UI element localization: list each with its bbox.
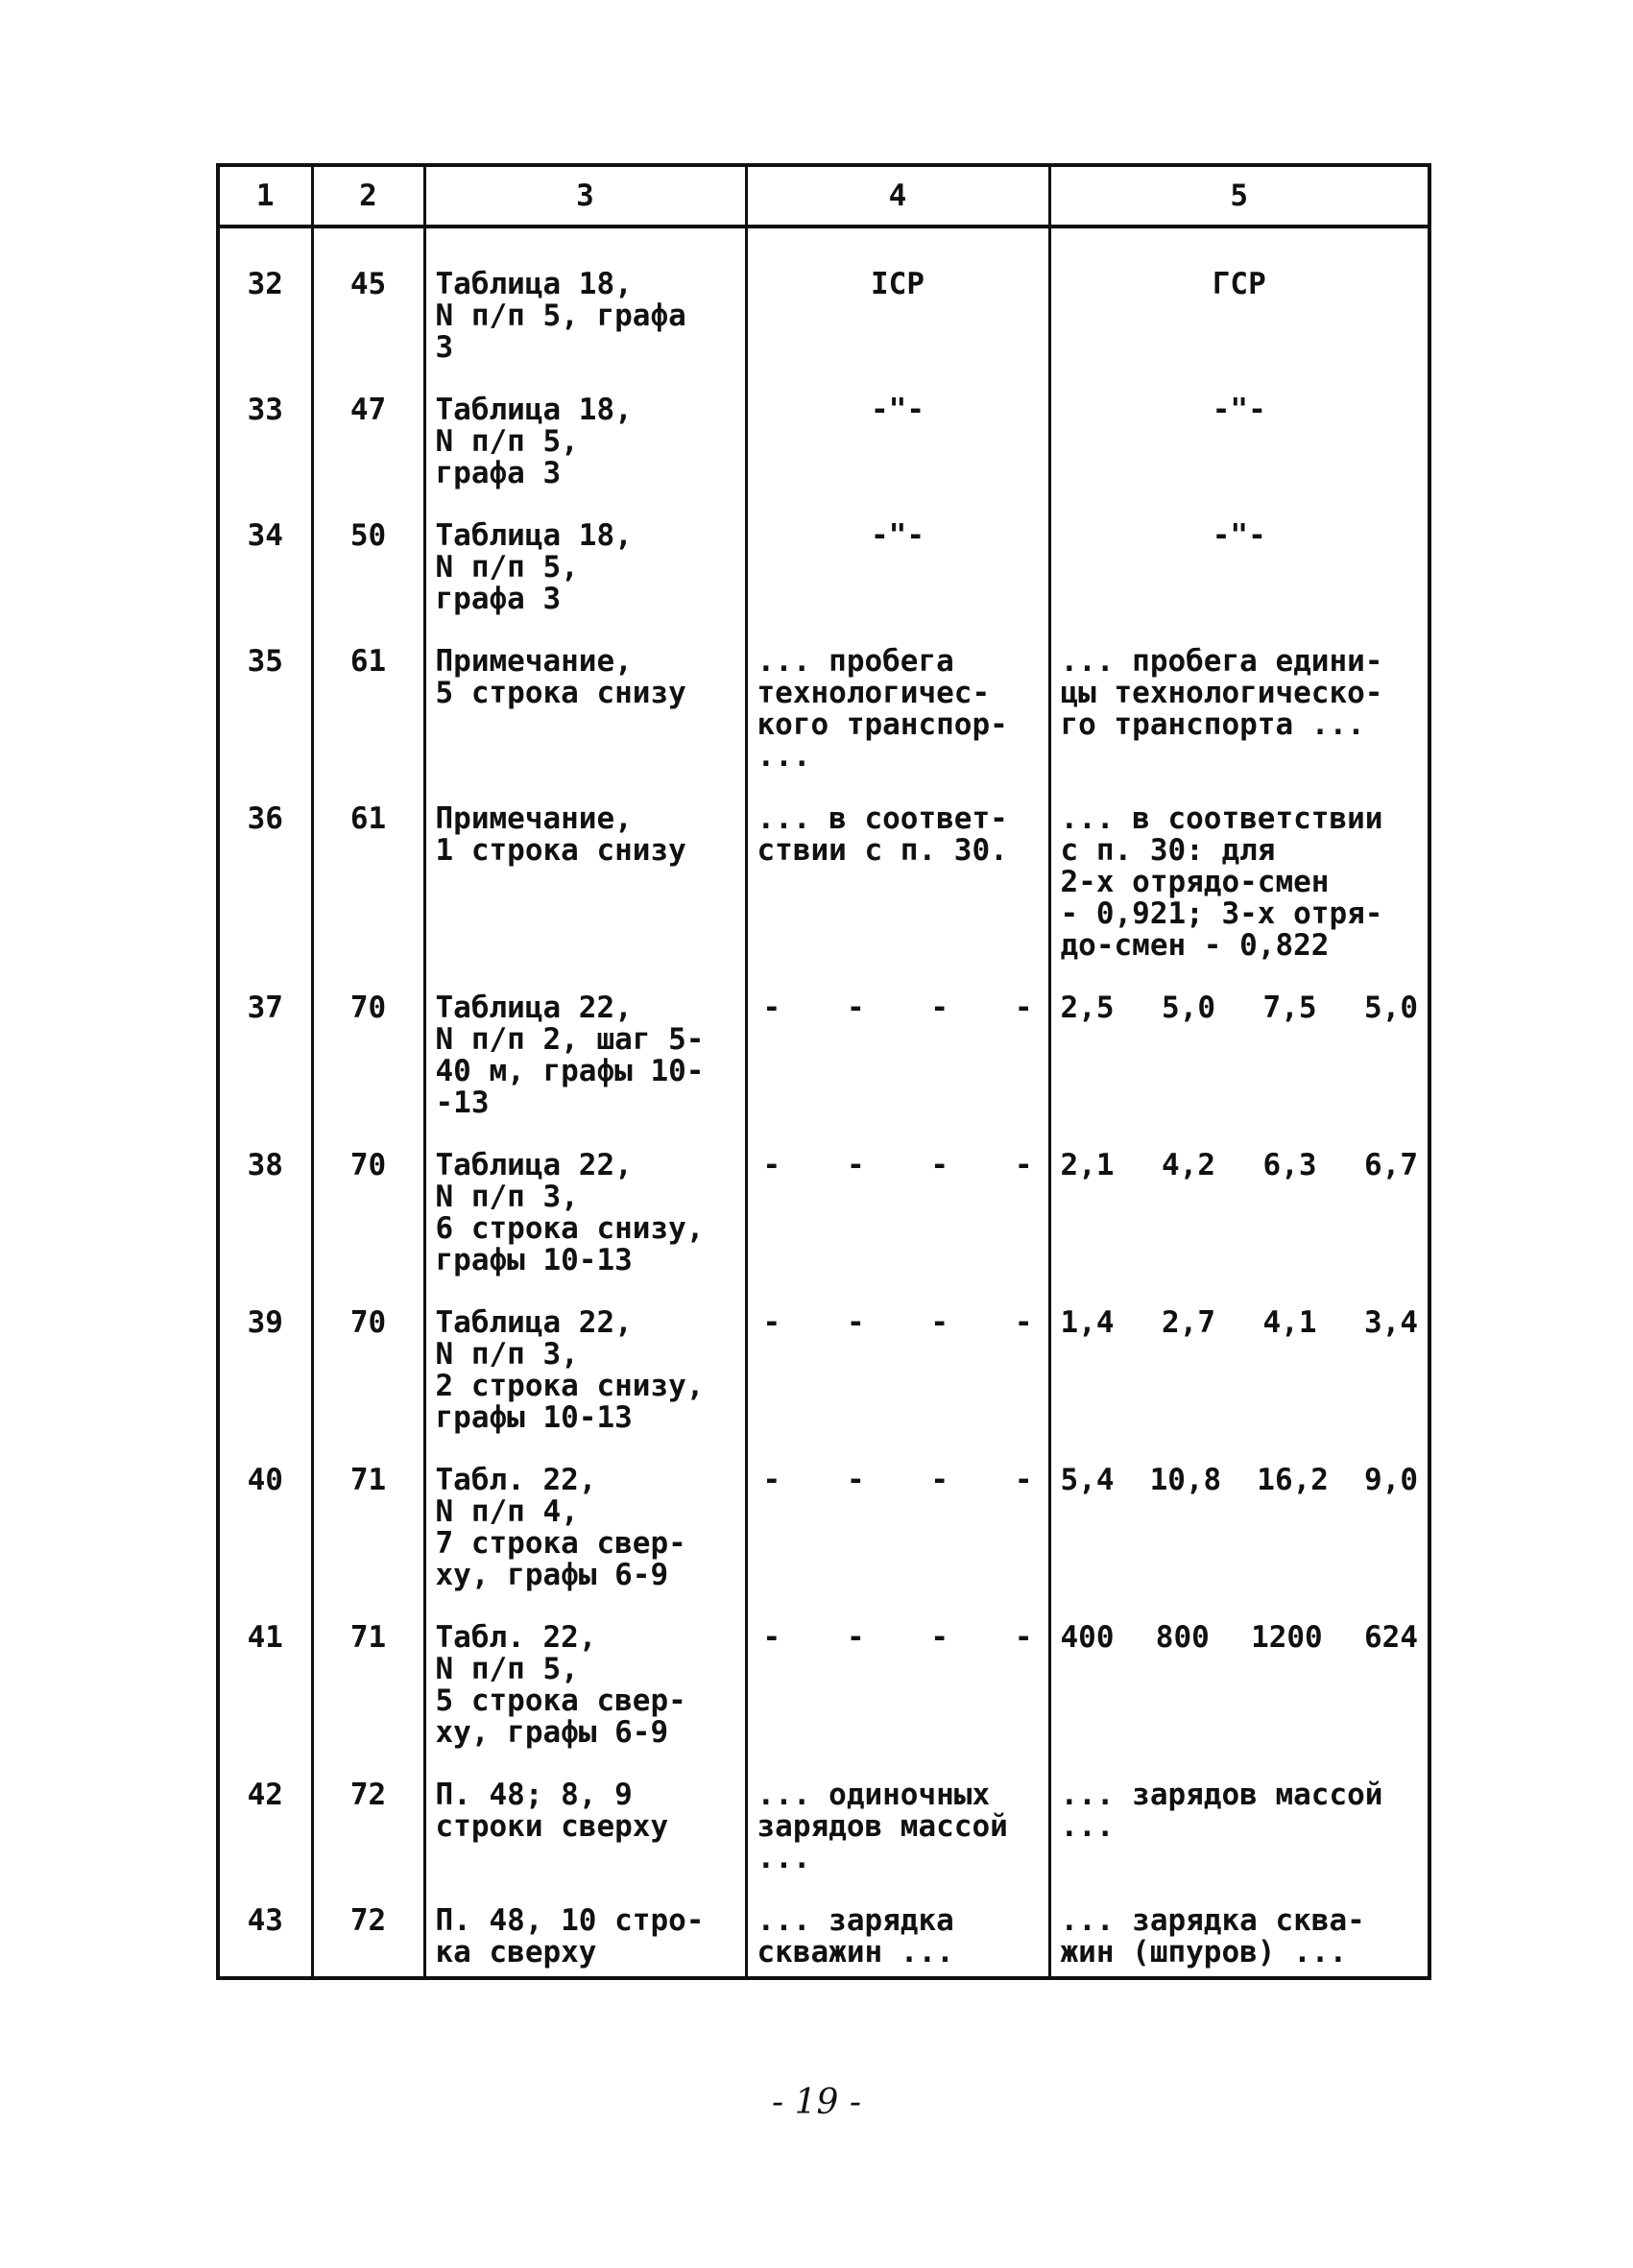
- dash: -: [1014, 991, 1033, 1025]
- printed-text: ... зарядка скважин ...: [746, 1905, 1049, 1978]
- location: Таблица 22, N п/п 3, 6 строка снизу, графы 10-13: [424, 1150, 746, 1307]
- dash: -: [846, 1148, 865, 1182]
- dash: -: [1014, 1148, 1033, 1182]
- printed-cell: [746, 1307, 1049, 1465]
- page-ref: 45: [312, 227, 424, 394]
- table-row: [218, 803, 1429, 992]
- table-row: [218, 646, 1429, 803]
- column-header-1: 1: [218, 165, 312, 227]
- printed-text: ... одиночных зарядов массой ...: [746, 1779, 1049, 1905]
- should-read-text: ГСР: [1049, 227, 1429, 394]
- item-number: 36: [218, 803, 312, 992]
- item-number: 37: [218, 992, 312, 1150]
- errata-table: [216, 163, 1431, 1980]
- corrected-values: [1061, 1465, 1419, 1496]
- table-body: [218, 227, 1429, 1978]
- item-number: 42: [218, 1779, 312, 1905]
- printed-dashes: [757, 1622, 1039, 1654]
- table-row: [218, 1307, 1429, 1465]
- dash: -: [1014, 1463, 1033, 1497]
- value: 800: [1155, 1620, 1210, 1655]
- column-header-5: 5: [1049, 165, 1429, 227]
- dash: -: [846, 991, 865, 1025]
- location: Таблица 18, N п/п 5, графа 3: [424, 227, 746, 394]
- location: Таблица 18, N п/п 5, графа 3: [424, 394, 746, 520]
- page-ref: 50: [312, 520, 424, 646]
- table-header: [218, 165, 1429, 227]
- location: Примечание, 5 строка снизу: [424, 646, 746, 803]
- should-read-cell: [1049, 1150, 1429, 1307]
- printed-text: ... пробега технологичес- кого транспор- ...: [746, 646, 1049, 803]
- value: 5,0: [1162, 991, 1215, 1025]
- dash: -: [930, 1148, 949, 1182]
- value: 5,4: [1060, 1463, 1115, 1497]
- location: П. 48, 10 стро- ка сверху: [424, 1905, 746, 1978]
- location: Таблица 22, N п/п 2, шаг 5- 40 м, графы 10- -13: [424, 992, 746, 1150]
- value: 400: [1060, 1620, 1115, 1655]
- should-read-text: ... в соответствии с п. 30: для 2-х отрядо-смен - 0,921; 3-х отря- до-смен - 0,822: [1049, 803, 1429, 992]
- corrected-values: [1061, 1150, 1419, 1182]
- page-ref: 71: [312, 1622, 424, 1779]
- printed-dashes: [757, 1307, 1039, 1339]
- column-header-3: 3: [424, 165, 746, 227]
- page-number: - 19 -: [771, 2083, 862, 2122]
- printed-dashes: [757, 1150, 1039, 1182]
- table-row: [218, 227, 1429, 394]
- should-read-text: -"-: [1049, 394, 1429, 520]
- location: Табл. 22, N п/п 5, 5 строка свер- ху, графы 6-9: [424, 1622, 746, 1779]
- column-header-2: 2: [312, 165, 424, 227]
- value: 10,8: [1149, 1463, 1222, 1497]
- value: 6,7: [1364, 1148, 1418, 1182]
- dash: -: [930, 1305, 949, 1340]
- dash: -: [846, 1620, 865, 1655]
- table-row: [218, 1150, 1429, 1307]
- table-row: [218, 1905, 1429, 1978]
- dash: -: [762, 1148, 781, 1182]
- location: Табл. 22, N п/п 4, 7 строка свер- ху, графы 6-9: [424, 1465, 746, 1622]
- value: 3,4: [1364, 1305, 1418, 1340]
- printed-cell: [746, 1622, 1049, 1779]
- should-read-text: ... зарядка сква- жин (шпуров) ...: [1049, 1905, 1429, 1978]
- should-read-text: -"-: [1049, 520, 1429, 646]
- dash: -: [762, 1620, 781, 1655]
- dash: -: [762, 1463, 781, 1497]
- column-header-4: 4: [746, 165, 1049, 227]
- page-ref: 61: [312, 803, 424, 992]
- page-ref: 70: [312, 1307, 424, 1465]
- value: 16,2: [1257, 1463, 1329, 1497]
- dash: -: [762, 991, 781, 1025]
- printed-cell: [746, 1465, 1049, 1622]
- should-read-text: ... пробега едини- цы технологическо- го транспорта ...: [1049, 646, 1429, 803]
- value: 4,2: [1162, 1148, 1215, 1182]
- printed-text: -"-: [746, 394, 1049, 520]
- page-ref: 47: [312, 394, 424, 520]
- header-row: [218, 165, 1429, 227]
- printed-text: ... в соответ- ствии с п. 30.: [746, 803, 1049, 992]
- item-number: 39: [218, 1307, 312, 1465]
- should-read-cell: [1049, 1465, 1429, 1622]
- dash: -: [930, 1463, 949, 1497]
- location: Таблица 22, N п/п 3, 2 строка снизу, графы 10-13: [424, 1307, 746, 1465]
- value: 2,5: [1060, 991, 1115, 1025]
- page-ref: 71: [312, 1465, 424, 1622]
- table-row: [218, 1622, 1429, 1779]
- dash: -: [1014, 1620, 1033, 1655]
- location: Примечание, 1 строка снизу: [424, 803, 746, 992]
- value: 624: [1364, 1620, 1418, 1655]
- should-read-cell: [1049, 1622, 1429, 1779]
- value: 1200: [1251, 1620, 1323, 1655]
- should-read-text: ... зарядов массой ...: [1049, 1779, 1429, 1905]
- printed-text: -"-: [746, 520, 1049, 646]
- value: 4,1: [1262, 1305, 1317, 1340]
- corrected-values: [1061, 992, 1419, 1024]
- value: 2,7: [1162, 1305, 1215, 1340]
- page-ref: 70: [312, 1150, 424, 1307]
- dash: -: [930, 991, 949, 1025]
- page-ref: 72: [312, 1779, 424, 1905]
- location: П. 48; 8, 9 строки сверху: [424, 1779, 746, 1905]
- dash: -: [846, 1463, 865, 1497]
- table-row: [218, 1465, 1429, 1622]
- table-row: [218, 520, 1429, 646]
- printed-cell: [746, 992, 1049, 1150]
- dash: -: [762, 1305, 781, 1340]
- corrected-values: [1061, 1622, 1419, 1654]
- item-number: 41: [218, 1622, 312, 1779]
- table-row: [218, 992, 1429, 1150]
- location: Таблица 18, N п/п 5, графа 3: [424, 520, 746, 646]
- table-row: [218, 394, 1429, 520]
- value: 6,3: [1262, 1148, 1317, 1182]
- value: 7,5: [1262, 991, 1317, 1025]
- item-number: 43: [218, 1905, 312, 1978]
- dash: -: [930, 1620, 949, 1655]
- page-ref: 61: [312, 646, 424, 803]
- printed-dashes: [757, 1465, 1039, 1496]
- value: 9,0: [1364, 1463, 1418, 1497]
- page-ref: 70: [312, 992, 424, 1150]
- dash: -: [846, 1305, 865, 1340]
- item-number: 35: [218, 646, 312, 803]
- item-number: 34: [218, 520, 312, 646]
- corrected-values: [1061, 1307, 1419, 1339]
- table-row: [218, 1779, 1429, 1905]
- printed-dashes: [757, 992, 1039, 1024]
- value: 2,1: [1060, 1148, 1115, 1182]
- should-read-cell: [1049, 992, 1429, 1150]
- printed-text: ICP: [746, 227, 1049, 394]
- page-ref: 72: [312, 1905, 424, 1978]
- value: 1,4: [1060, 1305, 1115, 1340]
- dash: -: [1014, 1305, 1033, 1340]
- item-number: 38: [218, 1150, 312, 1307]
- printed-cell: [746, 1150, 1049, 1307]
- item-number: 40: [218, 1465, 312, 1622]
- item-number: 32: [218, 227, 312, 394]
- value: 5,0: [1364, 991, 1418, 1025]
- should-read-cell: [1049, 1307, 1429, 1465]
- item-number: 33: [218, 394, 312, 520]
